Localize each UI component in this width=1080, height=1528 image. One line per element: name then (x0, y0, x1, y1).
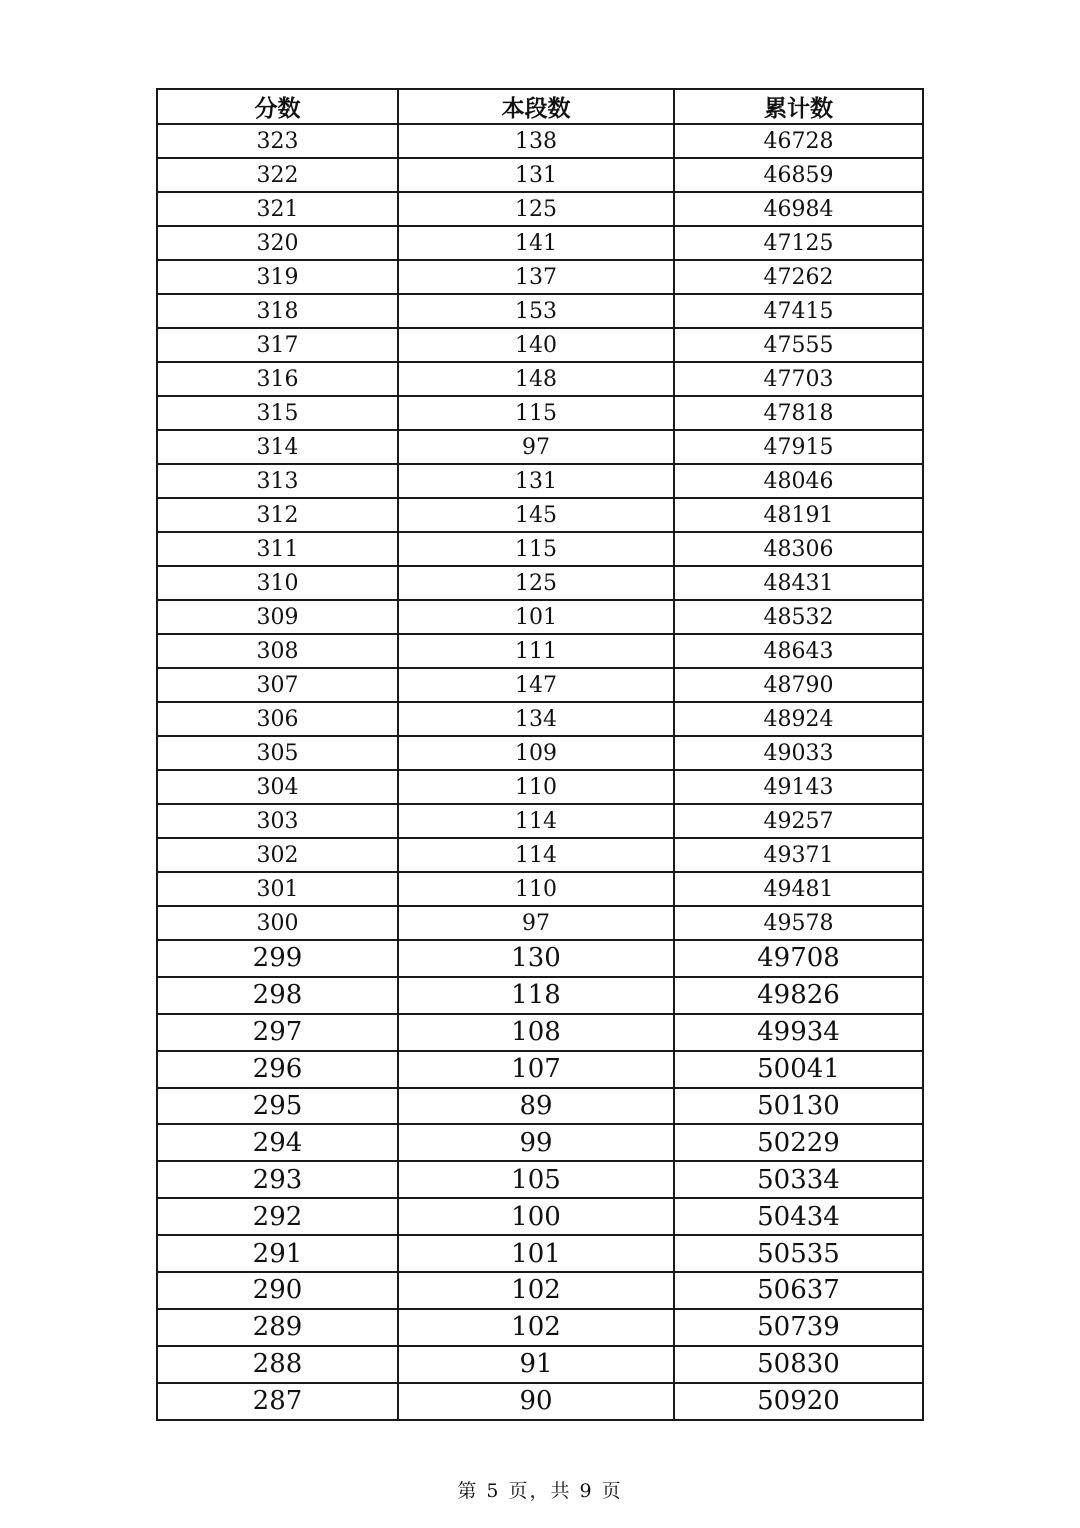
cell-segment-count: 111 (398, 634, 674, 668)
cell-score: 304 (157, 770, 398, 804)
table-row (157, 328, 923, 362)
table-row (157, 1309, 923, 1346)
cell-score: 298 (157, 977, 398, 1014)
table-row (157, 804, 923, 838)
cell-cumulative-count: 48532 (674, 600, 923, 634)
table-row (157, 1124, 923, 1161)
table-row (157, 1051, 923, 1088)
table-row (157, 226, 923, 260)
cell-score: 320 (157, 226, 398, 260)
cell-score: 289 (157, 1309, 398, 1346)
table-row (157, 1014, 923, 1051)
cell-score: 318 (157, 294, 398, 328)
cell-score: 296 (157, 1051, 398, 1088)
cell-score: 323 (157, 124, 398, 158)
cell-cumulative-count: 50130 (674, 1088, 923, 1125)
cell-segment-count: 134 (398, 702, 674, 736)
cell-score: 301 (157, 872, 398, 906)
cell-cumulative-count: 49481 (674, 872, 923, 906)
table-row (157, 124, 923, 158)
table-row (157, 294, 923, 328)
cell-cumulative-count: 47915 (674, 430, 923, 464)
table-row (157, 1346, 923, 1383)
cell-cumulative-count: 50334 (674, 1161, 923, 1198)
cell-segment-count: 115 (398, 396, 674, 430)
cell-segment-count: 131 (398, 464, 674, 498)
cell-cumulative-count: 47818 (674, 396, 923, 430)
cell-cumulative-count: 50739 (674, 1309, 923, 1346)
cell-cumulative-count: 48790 (674, 668, 923, 702)
table-row (157, 736, 923, 770)
cell-cumulative-count: 49143 (674, 770, 923, 804)
cell-segment-count: 140 (398, 328, 674, 362)
cell-cumulative-count: 50830 (674, 1346, 923, 1383)
cell-cumulative-count: 47415 (674, 294, 923, 328)
cell-segment-count: 125 (398, 566, 674, 600)
table-row (157, 396, 923, 430)
cell-segment-count: 105 (398, 1161, 674, 1198)
cell-cumulative-count: 48046 (674, 464, 923, 498)
cell-segment-count: 100 (398, 1198, 674, 1235)
cell-segment-count: 147 (398, 668, 674, 702)
cell-score: 293 (157, 1161, 398, 1198)
cell-cumulative-count: 48306 (674, 532, 923, 566)
cell-score: 319 (157, 260, 398, 294)
cell-score: 311 (157, 532, 398, 566)
cell-score: 307 (157, 668, 398, 702)
score-distribution-table (156, 88, 924, 1421)
cell-cumulative-count: 47703 (674, 362, 923, 396)
cell-segment-count: 114 (398, 804, 674, 838)
cell-segment-count: 114 (398, 838, 674, 872)
cell-cumulative-count: 46728 (674, 124, 923, 158)
table-row (157, 634, 923, 668)
cell-segment-count: 107 (398, 1051, 674, 1088)
cell-segment-count: 102 (398, 1309, 674, 1346)
table-row (157, 158, 923, 192)
cell-cumulative-count: 50434 (674, 1198, 923, 1235)
table-row (157, 1088, 923, 1125)
cell-cumulative-count: 48643 (674, 634, 923, 668)
table-row (157, 260, 923, 294)
cell-cumulative-count: 48431 (674, 566, 923, 600)
table-row (157, 192, 923, 226)
table-row (157, 1198, 923, 1235)
cell-segment-count: 101 (398, 600, 674, 634)
cell-segment-count: 131 (398, 158, 674, 192)
cell-score: 305 (157, 736, 398, 770)
table-row (157, 498, 923, 532)
cell-score: 294 (157, 1124, 398, 1161)
cell-cumulative-count: 50920 (674, 1383, 923, 1420)
cell-cumulative-count: 46859 (674, 158, 923, 192)
cell-segment-count: 118 (398, 977, 674, 1014)
cell-segment-count: 125 (398, 192, 674, 226)
cell-score: 287 (157, 1383, 398, 1420)
cell-segment-count: 148 (398, 362, 674, 396)
cell-segment-count: 110 (398, 770, 674, 804)
cell-score: 322 (157, 158, 398, 192)
table-header (157, 89, 923, 124)
cell-cumulative-count: 48191 (674, 498, 923, 532)
cell-segment-count: 109 (398, 736, 674, 770)
cell-score: 317 (157, 328, 398, 362)
table-row (157, 977, 923, 1014)
cell-score: 310 (157, 566, 398, 600)
header-row (157, 89, 923, 124)
table-row (157, 906, 923, 940)
cell-cumulative-count: 47555 (674, 328, 923, 362)
table-row (157, 838, 923, 872)
cell-segment-count: 97 (398, 906, 674, 940)
cell-cumulative-count: 49708 (674, 940, 923, 977)
cell-score: 308 (157, 634, 398, 668)
page-footer: 第 5 页，共 9 页 (457, 1480, 623, 1502)
table-row (157, 1383, 923, 1420)
cell-segment-count: 130 (398, 940, 674, 977)
cell-score: 306 (157, 702, 398, 736)
table-row (157, 1235, 923, 1272)
cell-segment-count: 108 (398, 1014, 674, 1051)
header-score: 分数 (157, 89, 398, 124)
cell-segment-count: 137 (398, 260, 674, 294)
cell-cumulative-count: 49033 (674, 736, 923, 770)
cell-score: 300 (157, 906, 398, 940)
table-row (157, 600, 923, 634)
table-row (157, 566, 923, 600)
cell-segment-count: 141 (398, 226, 674, 260)
cell-cumulative-count: 49371 (674, 838, 923, 872)
cell-cumulative-count: 50229 (674, 1124, 923, 1161)
table-row (157, 770, 923, 804)
table-row (157, 668, 923, 702)
table-row (157, 430, 923, 464)
cell-score: 309 (157, 600, 398, 634)
cell-score: 299 (157, 940, 398, 977)
cell-segment-count: 115 (398, 532, 674, 566)
header-cumulative-count: 累计数 (674, 89, 923, 124)
table-row (157, 362, 923, 396)
cell-segment-count: 90 (398, 1383, 674, 1420)
cell-score: 303 (157, 804, 398, 838)
cell-cumulative-count: 50535 (674, 1235, 923, 1272)
cell-segment-count: 97 (398, 430, 674, 464)
cell-score: 288 (157, 1346, 398, 1383)
table-row (157, 940, 923, 977)
table-row (157, 1161, 923, 1198)
cell-segment-count: 110 (398, 872, 674, 906)
cell-score: 313 (157, 464, 398, 498)
table-row (157, 1272, 923, 1309)
table-row (157, 532, 923, 566)
cell-score: 290 (157, 1272, 398, 1309)
table-row (157, 872, 923, 906)
cell-segment-count: 89 (398, 1088, 674, 1125)
cell-cumulative-count: 47125 (674, 226, 923, 260)
table-body (157, 124, 923, 1420)
cell-cumulative-count: 50637 (674, 1272, 923, 1309)
cell-segment-count: 101 (398, 1235, 674, 1272)
cell-cumulative-count: 49257 (674, 804, 923, 838)
cell-cumulative-count: 46984 (674, 192, 923, 226)
cell-segment-count: 138 (398, 124, 674, 158)
cell-segment-count: 99 (398, 1124, 674, 1161)
table-row (157, 702, 923, 736)
cell-score: 321 (157, 192, 398, 226)
cell-score: 316 (157, 362, 398, 396)
cell-segment-count: 102 (398, 1272, 674, 1309)
cell-score: 297 (157, 1014, 398, 1051)
cell-score: 292 (157, 1198, 398, 1235)
cell-cumulative-count: 49578 (674, 906, 923, 940)
cell-score: 295 (157, 1088, 398, 1125)
cell-score: 291 (157, 1235, 398, 1272)
cell-score: 314 (157, 430, 398, 464)
cell-segment-count: 91 (398, 1346, 674, 1383)
cell-score: 315 (157, 396, 398, 430)
cell-cumulative-count: 49826 (674, 977, 923, 1014)
cell-cumulative-count: 47262 (674, 260, 923, 294)
cell-cumulative-count: 48924 (674, 702, 923, 736)
cell-segment-count: 153 (398, 294, 674, 328)
cell-score: 302 (157, 838, 398, 872)
cell-cumulative-count: 50041 (674, 1051, 923, 1088)
header-segment-count: 本段数 (398, 89, 674, 124)
table-row (157, 464, 923, 498)
cell-score: 312 (157, 498, 398, 532)
cell-cumulative-count: 49934 (674, 1014, 923, 1051)
cell-segment-count: 145 (398, 498, 674, 532)
